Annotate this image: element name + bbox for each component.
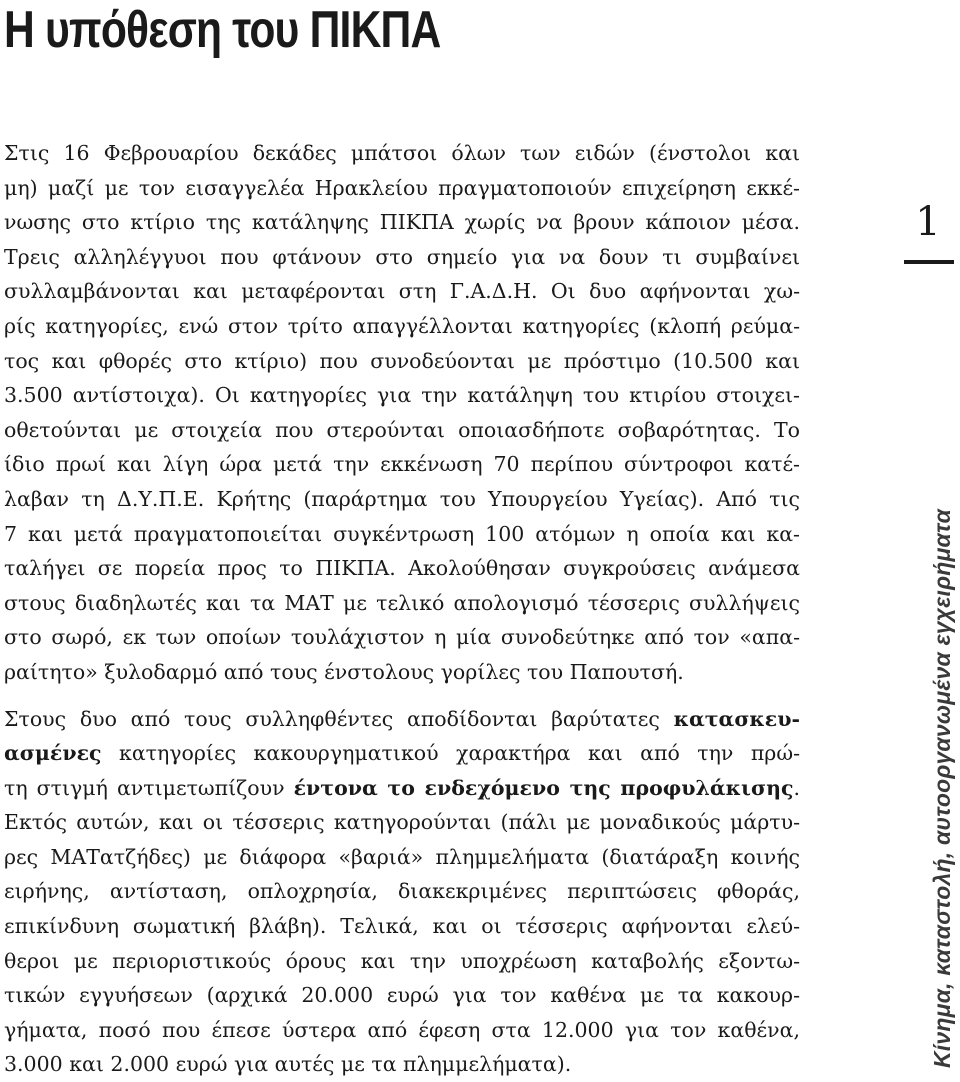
text-line: νωσης στο κτίριο της κατάληψης ΠΙΚΠΑ χωρίς να βρουν κάποιον μέσα.	[4, 205, 800, 240]
text-line: Εκτός αυτών, και οι τέσσερις κατηγορούνται (πάλι με μοναδικούς μάρτυ-	[4, 805, 800, 840]
text-line: θεροι με περιοριστικούς όρους και την υποχρέωση καταβολής εξοντω-	[4, 944, 800, 979]
text-line: λαβαν τη Δ.Υ.Π.Ε. Κρήτης (παράρτημα του Υπουργείου Υγείας). Από τις	[4, 482, 800, 517]
text-line: 3.000 και 2.000 ευρώ για αυτές με τα πλημμελήματα).	[4, 1047, 800, 1082]
text-line: 3.500 αντίστοιχα). Οι κατηγορίες για την κατάληψη του κτιρίου στοιχει-	[4, 378, 800, 413]
text-run: τη στιγμή αντιμετωπίζουν	[4, 776, 294, 800]
text-line: γήματα, ποσό που έπεσε ύστερα από έφεση στα 12.000 για τον καθένα,	[4, 1013, 800, 1048]
text-line: ίδιο πρωί και λίγη ώρα μετά την εκκένωση 70 περίπου σύντροφοι κατέ-	[4, 447, 800, 482]
text-run: κατηγορίες κακουργηματικού χαρακτήρα και από την πρώ-	[102, 741, 800, 765]
text-line: μη) μαζί με τον εισαγγελέα Ηρακλείου πραγματοποιούν επιχείρηση εκκέ-	[4, 171, 800, 206]
chapter-divider	[904, 260, 954, 264]
text-run: Στους δυο από τους συλληφθέντες αποδίδονται βαρύτατες	[4, 707, 674, 731]
page-title: Η υπόθεση του ΠΙΚΠΑ	[4, 0, 440, 60]
text-run: .	[793, 776, 800, 800]
text-line: ειρήνης, αντίσταση, οπλοχρησία, διακεκριμένες περιπτώσεις φθοράς,	[4, 874, 800, 909]
chapter-number: 1	[902, 198, 954, 246]
emphasis-text: κατασκευ-	[674, 707, 800, 731]
text-line	[4, 736, 800, 771]
text-line	[4, 702, 800, 737]
text-line: συλλαμβάνονται και μεταφέρονται στη Γ.Α.Δ.Η. Οι δυο αφήνονται χω-	[4, 274, 800, 309]
running-side-title: Κίνημα, καταστολή, αυτοοργανωμένα εγχειρήματα	[928, 509, 956, 1068]
emphasis-text: έντονα το ενδεχόμενο της προφυλάκισης	[294, 776, 794, 800]
paragraph-2	[4, 702, 800, 1082]
text-line	[4, 771, 800, 806]
text-line: επικίνδυνη σωματική βλάβη). Τελικά, και οι τέσσερις αφήνονται ελεύ-	[4, 909, 800, 944]
text-line: στους διαδηλωτές και τα ΜΑΤ με τελικό απολογισμό τέσσερις συλλήψεις	[4, 586, 800, 621]
text-line: 7 και μετά πραγματοποιείται συγκέντρωση 100 ατόμων η οποία και κα-	[4, 517, 800, 552]
text-line: στο σωρό, εκ των οποίων τουλάχιστον η μία συνοδεύτηκε από τον «απα-	[4, 620, 800, 655]
text-line: ραίτητο» ξυλοδαρμό από τους ένστολους γορίλες του Παπουτσή.	[4, 655, 800, 690]
emphasis-text: ασμένες	[4, 741, 102, 765]
text-line: οθετούνται με στοιχεία που στερούνται οποιασδήποτε σοβαρότητας. Το	[4, 413, 800, 448]
text-line: ρες ΜΑΤατζήδες) με διάφορα «βαριά» πλημμελήματα (διατάραξη κοινής	[4, 840, 800, 875]
text-line: Στις 16 Φεβρουαρίου δεκάδες μπάτσοι όλων των ειδών (ένστολοι και	[4, 136, 800, 171]
text-line: τος και φθορές στο κτίριο) που συνοδεύονται με πρόστιμο (10.500 και	[4, 344, 800, 379]
text-line: ταλήγει σε πορεία προς το ΠΙΚΠΑ. Ακολούθησαν συγκρούσεις ανάμεσα	[4, 551, 800, 586]
text-line: τικών εγγυήσεων (αρχικά 20.000 ευρώ για τον καθένα με τα κακουρ-	[4, 978, 800, 1013]
text-line: Τρεις αλληλέγγυοι που φτάνουν στο σημείο για να δουν τι συμβαίνει	[4, 240, 800, 275]
paragraph-1	[4, 136, 800, 690]
text-line: ρίς κατηγορίες, ενώ στον τρίτο απαγγέλλονται κατηγορίες (κλοπή ρεύμα-	[4, 309, 800, 344]
body-text	[4, 136, 800, 1082]
